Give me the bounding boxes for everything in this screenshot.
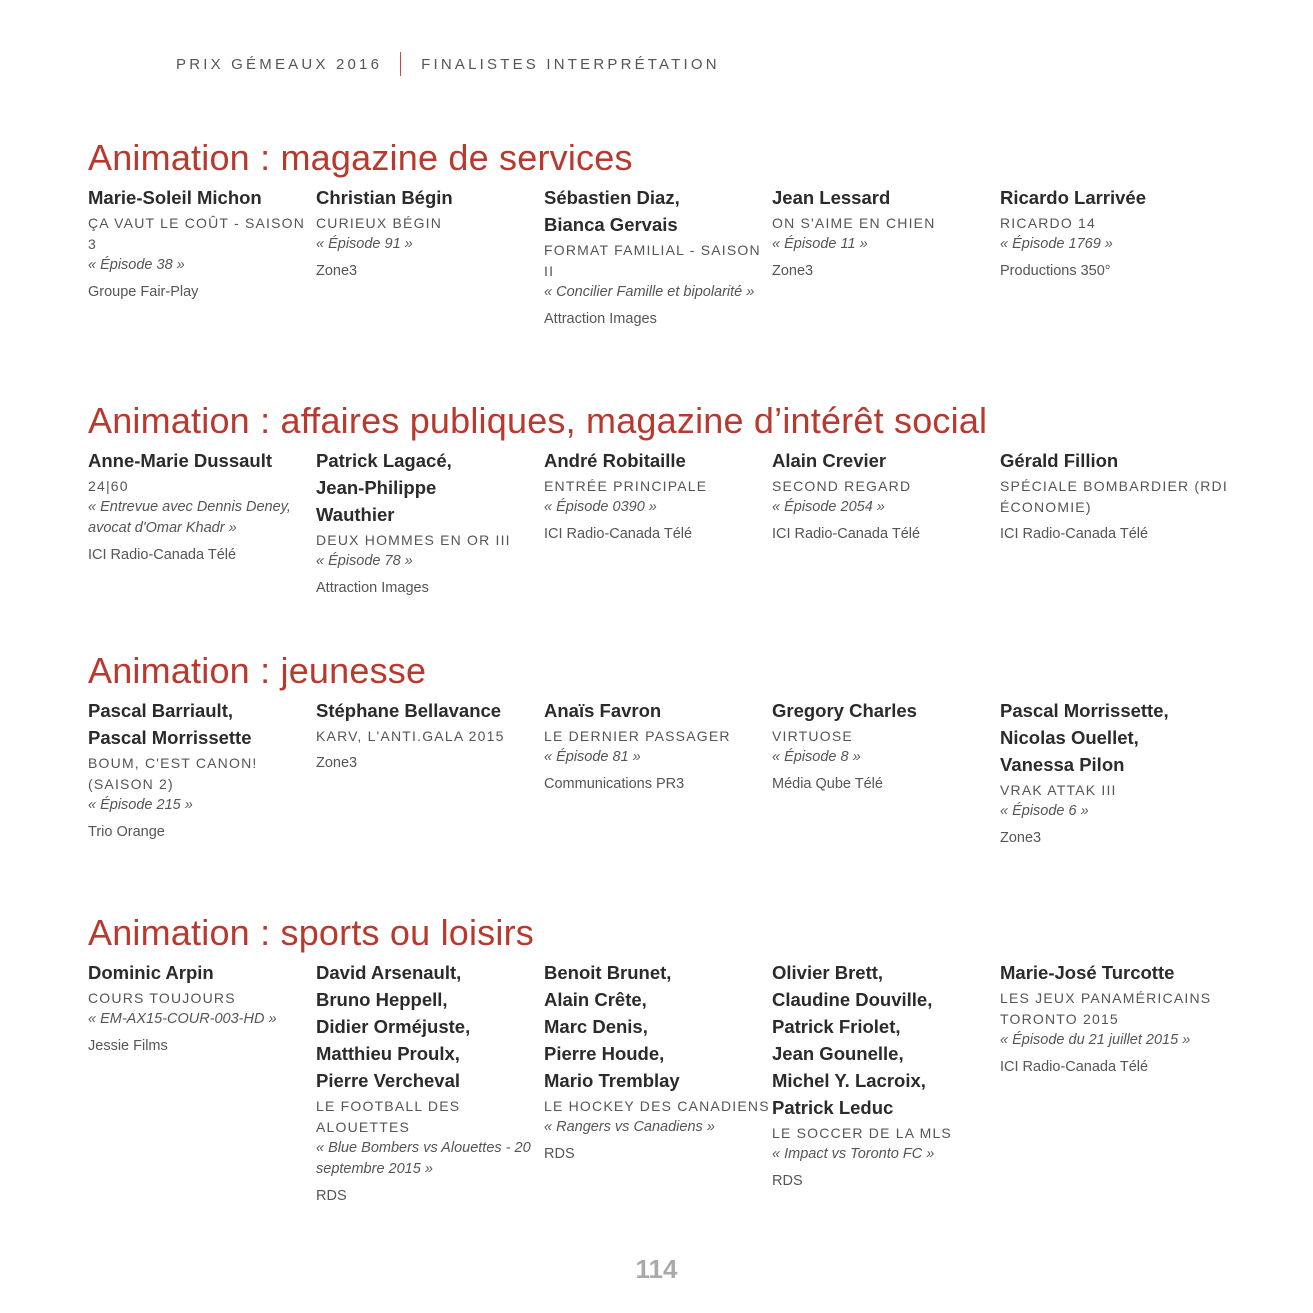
producer: ICI Radio-Canada Télé <box>88 547 237 563</box>
finalist-names: Anne-Marie Dussault <box>88 450 273 471</box>
finalist-names: Stéphane Bellavance <box>316 700 502 721</box>
finalist-names: André Robitaille <box>544 450 686 471</box>
section-title: Animation : affaires publiques, magazine d’intérêt social <box>88 400 988 441</box>
finalist-names: Jean Lessard <box>772 187 891 208</box>
episode-title: « Épisode 81 » <box>544 749 641 765</box>
episode-title: « Épisode 91 » <box>316 236 413 252</box>
finalist-entry <box>772 447 1000 599</box>
episode-title: « Entrevue avec Dennis Deney, avocat d'Omar Khadr » <box>88 499 291 536</box>
finalist-names: Marie-Soleil Michon <box>88 187 262 208</box>
finalists-row <box>88 959 1228 1207</box>
show-title: RICARDO 14 <box>1000 215 1097 231</box>
finalist-names: Gregory Charles <box>772 700 917 721</box>
producer: ICI Radio-Canada Télé <box>1000 526 1149 542</box>
show-title: CURIEUX BÉGIN <box>316 215 443 231</box>
running-header <box>176 52 720 76</box>
producer: Média Qube Télé <box>772 776 883 792</box>
episode-title: « Épisode 78 » <box>316 553 413 569</box>
section-sports-ou-loisirs <box>88 913 1228 1207</box>
producer: ICI Radio-Canada Télé <box>1000 1059 1149 1075</box>
show-title: LE DERNIER PASSAGER <box>544 728 731 744</box>
finalists-row <box>88 447 1228 599</box>
show-title: VRAK ATTAK III <box>1000 782 1117 798</box>
producer: RDS <box>316 1188 347 1204</box>
show-title: SECOND REGARD <box>772 478 912 494</box>
finalist-entry <box>1000 697 1228 849</box>
finalist-entry <box>316 959 544 1207</box>
producer: RDS <box>544 1146 575 1162</box>
finalists-row <box>88 697 1228 849</box>
producer: RDS <box>772 1173 803 1189</box>
show-title: VIRTUOSE <box>772 728 853 744</box>
finalist-entry <box>544 697 772 849</box>
finalist-names: Dominic Arpin <box>88 962 214 983</box>
finalist-names: Benoit Brunet, Alain Crête, Marc Denis, Pierre Houde, Mario Tremblay <box>544 962 680 1091</box>
finalist-entry <box>316 184 544 330</box>
show-title: ÇA VAUT LE COÛT - SAISON 3 <box>88 215 306 252</box>
finalist-entry <box>1000 447 1228 599</box>
producer: Zone3 <box>316 755 358 771</box>
show-title: SPÉCIALE BOMBARDIER (RDI ÉCONOMIE) <box>1000 478 1228 515</box>
finalist-entry <box>772 184 1000 330</box>
finalist-entry <box>316 697 544 849</box>
episode-title: « Épisode 2054 » <box>772 499 885 515</box>
producer: Attraction Images <box>316 580 429 596</box>
finalist-names: Anaïs Favron <box>544 700 662 721</box>
producer: ICI Radio-Canada Télé <box>544 526 693 542</box>
finalist-entry <box>88 959 316 1207</box>
producer: Attraction Images <box>544 311 657 327</box>
show-title: ON S'AIME EN CHIEN <box>772 215 936 231</box>
section-title: Animation : magazine de services <box>88 137 633 178</box>
show-title: FORMAT FAMILIAL - SAISON II <box>544 242 761 279</box>
section-title: Animation : jeunesse <box>88 650 427 691</box>
finalist-entry <box>1000 959 1228 1207</box>
finalist-entry <box>88 447 316 599</box>
episode-title: « Concilier Famille et bipolarité » <box>544 284 755 300</box>
section-affaires-publiques <box>88 401 1228 599</box>
finalist-entry <box>1000 184 1228 330</box>
finalist-names: Marie-José Turcotte <box>1000 962 1175 983</box>
finalists-row <box>88 184 1228 330</box>
episode-title: « Impact vs Toronto FC » <box>772 1146 935 1162</box>
finalist-entry <box>544 447 772 599</box>
episode-title: « Épisode 1769 » <box>1000 236 1113 252</box>
finalist-names: Patrick Lagacé, Jean-Philippe Wauthier <box>316 450 452 525</box>
finalist-entry <box>772 959 1000 1207</box>
finalist-names: Pascal Barriault, Pascal Morrissette <box>88 700 252 748</box>
producer: ICI Radio-Canada Télé <box>772 526 921 542</box>
header-divider <box>400 52 401 76</box>
producer: Zone3 <box>1000 830 1042 846</box>
header-title: PRIX GÉMEAUX 2016 <box>176 55 383 73</box>
producer: Zone3 <box>772 263 814 279</box>
finalist-entry <box>772 697 1000 849</box>
page-number: 114 <box>635 1254 678 1284</box>
producer: Productions 350° <box>1000 263 1111 279</box>
finalist-entry <box>544 959 772 1207</box>
header-subtitle: FINALISTES INTERPRÉTATION <box>421 55 720 73</box>
episode-title: « Épisode du 21 juillet 2015 » <box>1000 1032 1191 1048</box>
producer: Trio Orange <box>88 824 165 840</box>
show-title: DEUX HOMMES EN OR III <box>316 532 511 548</box>
producer: Groupe Fair-Play <box>88 284 199 300</box>
producer: Zone3 <box>316 263 358 279</box>
section-jeunesse <box>88 651 1228 849</box>
finalist-names: Christian Bégin <box>316 187 453 208</box>
episode-title: « EM-AX15-COUR-003-HD » <box>88 1011 277 1027</box>
show-title: LE FOOTBALL DES ALOUETTES <box>316 1098 461 1135</box>
finalist-names: David Arsenault, Bruno Heppell, Didier Orméjuste, Matthieu Proulx, Pierre Vercheval <box>316 962 471 1091</box>
producer: Communications PR3 <box>544 776 685 792</box>
show-title: LE HOCKEY DES CANADIENS <box>544 1098 770 1114</box>
finalist-names: Olivier Brett, Claudine Douville, Patrick Friolet, Jean Gounelle, Michel Y. Lacroix, Patrick Leduc <box>772 962 933 1118</box>
episode-title: « Épisode 11 » <box>772 236 868 252</box>
show-title: LES JEUX PANAMÉRICAINS TORONTO 2015 <box>1000 990 1212 1027</box>
show-title: BOUM, C'EST CANON! (SAISON 2) <box>88 755 258 792</box>
show-title: KARV, L'ANTI.GALA 2015 <box>316 728 505 744</box>
finalist-entry <box>88 697 316 849</box>
finalist-names: Pascal Morrissette, Nicolas Ouellet, Vanessa Pilon <box>1000 700 1169 775</box>
episode-title: « Épisode 38 » <box>88 257 185 273</box>
episode-title: « Épisode 6 » <box>1000 803 1089 819</box>
show-title: 24|60 <box>88 478 129 494</box>
finalist-entry <box>88 184 316 330</box>
episode-title: « Blue Bombers vs Alouettes - 20 septembre 2015 » <box>316 1140 531 1177</box>
finalist-names: Alain Crevier <box>772 450 887 471</box>
episode-title: « Rangers vs Canadiens » <box>544 1119 715 1135</box>
section-title: Animation : sports ou loisirs <box>88 912 534 953</box>
finalist-names: Ricardo Larrivée <box>1000 187 1147 208</box>
show-title: ENTRÉE PRINCIPALE <box>544 478 708 494</box>
finalist-names: Gérald Fillion <box>1000 450 1119 471</box>
finalist-entry <box>544 184 772 330</box>
producer: Jessie Films <box>88 1038 168 1054</box>
section-magazine-de-services <box>88 138 1228 330</box>
show-title: COURS TOUJOURS <box>88 990 236 1006</box>
episode-title: « Épisode 215 » <box>88 797 193 813</box>
finalist-names: Sébastien Diaz, Bianca Gervais <box>544 187 680 235</box>
show-title: LE SOCCER DE LA MLS <box>772 1125 952 1141</box>
episode-title: « Épisode 8 » <box>772 749 861 765</box>
finalist-entry <box>316 447 544 599</box>
episode-title: « Épisode 0390 » <box>544 499 657 515</box>
